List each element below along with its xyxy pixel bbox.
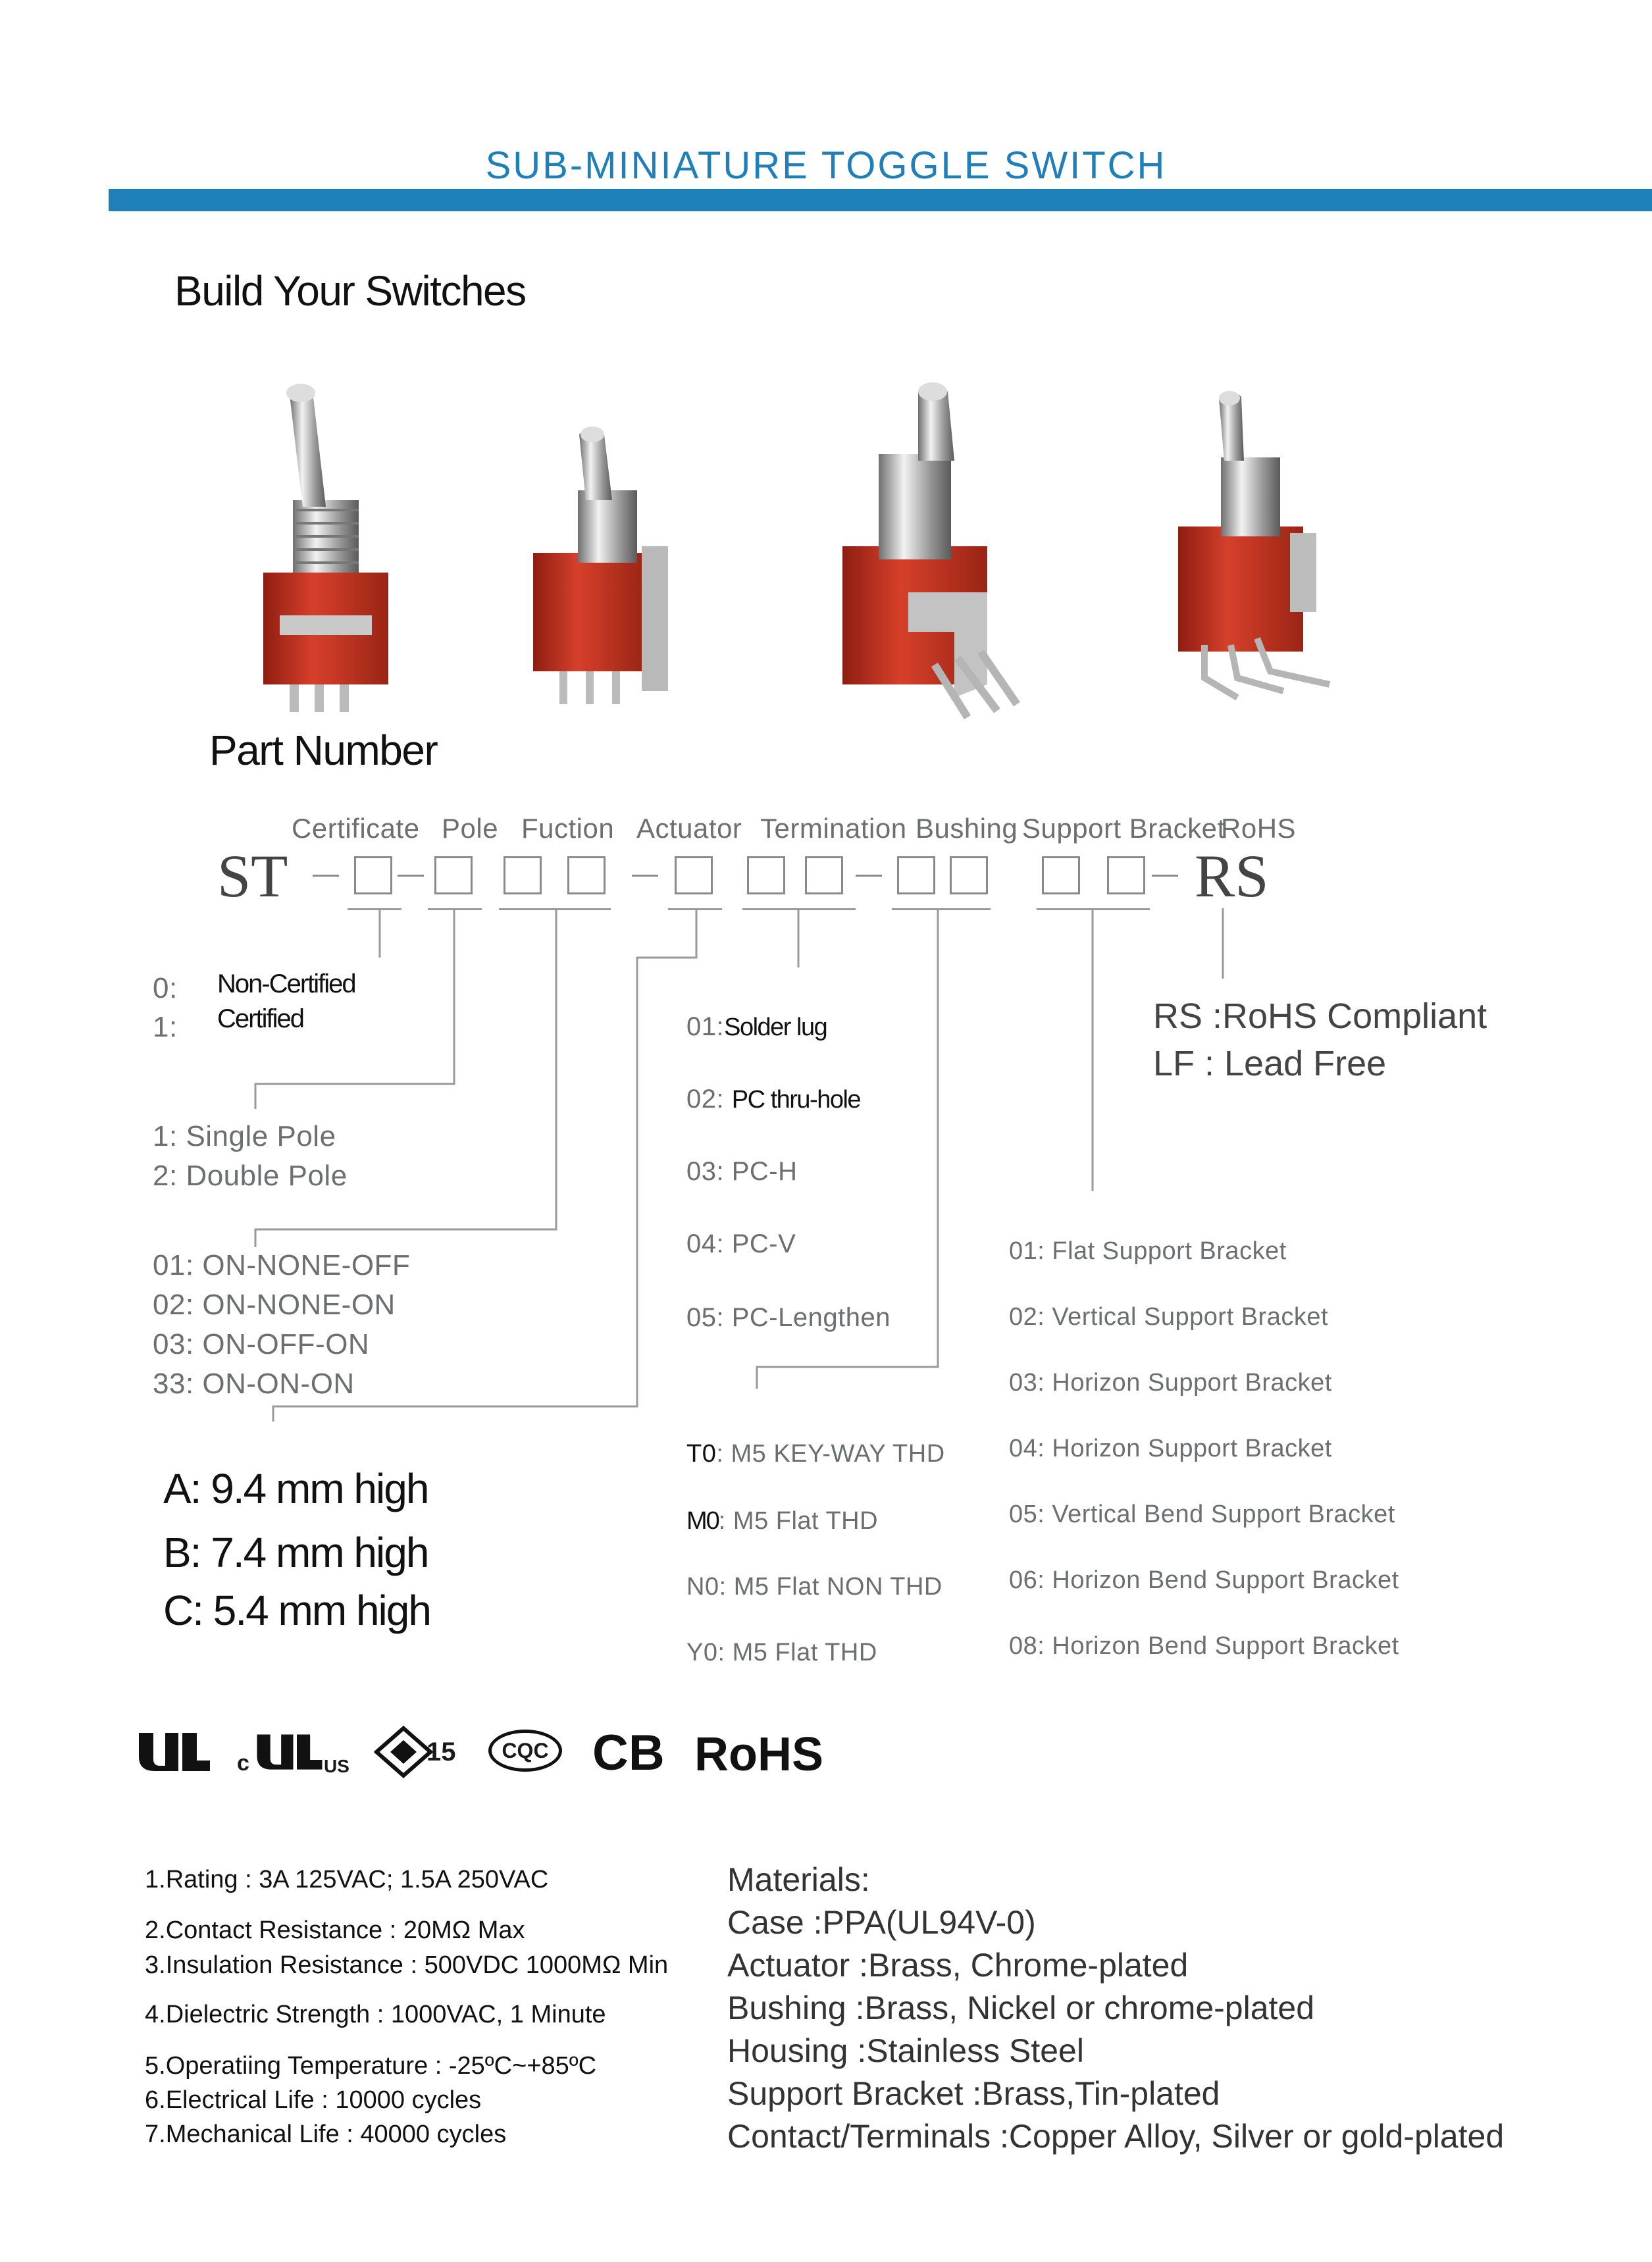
termination-option-04: 04: PC-V [686, 1229, 796, 1258]
support-option-08: 08: Horizon Bend Support Bracket [1009, 1632, 1399, 1660]
materials-actuator: Actuator :Brass, Chrome-plated [727, 1947, 1189, 1984]
termination-option-01: 01:Solder lug [686, 1012, 827, 1041]
actuator-option-a: A: 9.4 mm high [163, 1465, 428, 1512]
certificate-label-0: Non-Certified [217, 969, 355, 998]
label-fuction: Fuction [521, 813, 615, 844]
termination-option-05: 05: PC-Lengthen [686, 1303, 891, 1332]
support-option-06: 06: Horizon Bend Support Bracket [1009, 1566, 1399, 1594]
function-option-33: 33: ON-ON-ON [153, 1368, 355, 1400]
spec-electrical-life: 6.Electrical Life : 10000 cycles [145, 2086, 482, 2114]
materials-housing: Housing :Stainless Steel [727, 2032, 1084, 2069]
cqc-logo-icon: CQC [488, 1730, 562, 1772]
cul-us-mark: US [324, 1756, 349, 1776]
materials-bushing: Bushing :Brass, Nickel or chrome-plated [727, 1990, 1315, 2026]
code-prefix: ST [217, 842, 288, 910]
spec-operating-temperature: 5.Operatiing Temperature : -25ºC~+85ºC [145, 2052, 597, 2080]
build-heading: Build Your Switches [174, 267, 526, 315]
spec-dielectric-strength: 4.Dielectric Strength : 1000VAC, 1 Minute [145, 2001, 606, 2028]
rohs-logo: RoHS [694, 1728, 823, 1781]
pole-option-2: 2: Double Pole [153, 1160, 348, 1192]
materials-contact-terminals: Contact/Terminals :Copper Alloy, Silver or gold-plated [727, 2118, 1505, 2155]
pole-option-1: 1: Single Pole [153, 1120, 336, 1152]
support-option-05: 05: Vertical Bend Support Bracket [1009, 1501, 1395, 1528]
code-suffix: RS [1195, 842, 1269, 910]
support-option-04: 04: Horizon Support Bracket [1009, 1435, 1332, 1462]
rohs-option-lf: LF : Lead Free [1153, 1044, 1387, 1083]
materials-case: Case :PPA(UL94V-0) [727, 1904, 1036, 1941]
spec-insulation-resistance: 3.Insulation Resistance : 500VDC 1000MΩ Min [145, 1951, 669, 1979]
label-rohs: RoHS [1221, 813, 1297, 844]
part-number-heading: Part Number [209, 727, 438, 774]
bushing-option-y0: Y0: M5 Flat THD [686, 1639, 877, 1666]
spec-contact-resistance: 2.Contact Resistance : 20MΩ Max [145, 1916, 525, 1944]
bushing-option-n0: N0: M5 Flat NON THD [686, 1573, 942, 1601]
materials-heading: Materials: [727, 1861, 870, 1898]
termination-option-03: 03: PC-H [686, 1157, 798, 1186]
certificate-code-1: 1: [153, 1011, 178, 1043]
label-certificate: Certificate [292, 813, 420, 844]
certificate-label-1: Certified [217, 1004, 303, 1033]
function-option-02: 02: ON-NONE-ON [153, 1289, 396, 1321]
ul-logo-icon [135, 1728, 214, 1777]
label-bushing: Bushing [916, 813, 1018, 844]
label-support-bracket: Support Bracket [1022, 813, 1226, 844]
actuator-option-b: B: 7.4 mm high [163, 1529, 428, 1576]
bushing-option-m0: M0: M5 Flat THD [686, 1507, 879, 1535]
function-option-01: 01: ON-NONE-OFF [153, 1249, 411, 1281]
materials-support-bracket: Support Bracket :Brass,Tin-plated [727, 2075, 1220, 2112]
support-option-01: 01: Flat Support Bracket [1009, 1237, 1287, 1265]
spec-mechanical-life: 7.Mechanical Life : 40000 cycles [145, 2121, 507, 2148]
support-option-02: 02: Vertical Support Bracket [1009, 1303, 1329, 1331]
rohs-option-rs: RS :RoHS Compliant [1153, 996, 1487, 1036]
support-option-03: 03: Horizon Support Bracket [1009, 1369, 1332, 1397]
actuator-option-c: C: 5.4 mm high [163, 1587, 430, 1634]
enec-logo-icon [374, 1726, 433, 1778]
label-actuator: Actuator [636, 813, 742, 844]
spec-rating: 1.Rating : 3A 125VAC; 1.5A 250VAC [145, 1866, 549, 1893]
label-termination: Termination [760, 813, 907, 844]
bushing-option-t0: T0: M5 KEY-WAY THD [686, 1440, 945, 1468]
termination-option-02: 02: PC thru-hole [686, 1085, 861, 1114]
certificate-code-0: 0: [153, 972, 178, 1004]
cb-logo: CB [592, 1725, 665, 1781]
label-pole: Pole [442, 813, 499, 844]
page-title: SUB-MINIATURE TOGGLE SWITCH [485, 144, 1167, 187]
function-option-03: 03: ON-OFF-ON [153, 1328, 370, 1360]
cul-c-mark: c [237, 1751, 249, 1776]
cul-logo-icon [253, 1728, 326, 1777]
enec-number: 15 [426, 1737, 456, 1766]
